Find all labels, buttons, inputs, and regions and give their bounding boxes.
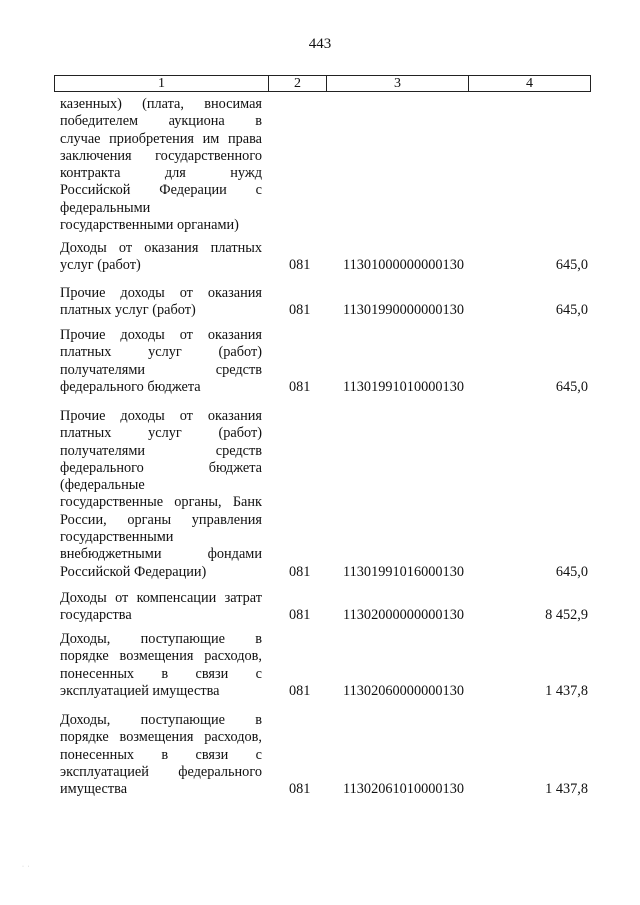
description-line: (федеральные (60, 477, 145, 494)
description-line: федерального бюджета (60, 378, 201, 395)
table-row (60, 712, 588, 798)
description-line: платных услуг (работ) (60, 344, 262, 361)
description-line: контракта для нужд (60, 165, 262, 182)
description-line: эксплуатацией федерального (60, 763, 262, 780)
description-line: понесенных в связи с (60, 746, 262, 763)
row-code: 081 (289, 682, 311, 699)
row-code: 081 (289, 607, 311, 624)
description-line: эксплуатацией имущества (60, 682, 220, 699)
description-line: Доходы, поступающие в (60, 712, 262, 728)
description-line: имущества (60, 781, 128, 798)
description-line: казенных) (плата, вносимая (60, 96, 262, 112)
page-number: 443 (308, 36, 332, 52)
description-line: Доходы, поступающие в (60, 631, 262, 647)
table-row (60, 96, 588, 234)
row-code: 081 (289, 781, 311, 798)
description-line: федеральными (60, 199, 151, 216)
row-code: 081 (289, 563, 311, 580)
description-line: случае приобретения им права (60, 130, 262, 147)
description-line: внебюджетными фондами (60, 546, 262, 563)
row-value: 8 452,9 (545, 607, 588, 624)
description-line: России, органы управления (60, 511, 262, 528)
row-code: 081 (289, 378, 311, 395)
description-line: порядке возмещения расходов, (60, 729, 262, 746)
row-description (60, 96, 262, 234)
description-line: Российской Федерации) (60, 563, 207, 580)
row-value: 645,0 (555, 563, 588, 580)
row-kbk: 11301990000000130 (343, 302, 464, 319)
description-line: порядке возмещения расходов, (60, 648, 262, 665)
row-description (60, 712, 262, 798)
description-line: федерального бюджета (60, 459, 262, 476)
row-kbk: 11301000000000130 (343, 257, 464, 274)
row-description (60, 240, 262, 275)
row-description (60, 327, 262, 396)
row-value: 1 437,8 (545, 682, 588, 699)
row-kbk: 11302000000000130 (343, 607, 464, 624)
table-row (60, 590, 588, 625)
header-col-3: 3 (327, 76, 469, 91)
header-col-2: 2 (269, 76, 327, 91)
table-row (60, 408, 588, 581)
description-line: государственными органами) (60, 217, 239, 234)
row-description (60, 408, 262, 581)
table-row (60, 327, 588, 396)
description-line: Прочие доходы от оказания (60, 408, 262, 424)
row-kbk: 11301991016000130 (343, 563, 464, 580)
header-col-1: 1 (55, 76, 269, 91)
row-kbk: 11301991010000130 (343, 378, 464, 395)
description-line: государства (60, 607, 132, 624)
description-line: Доходы от оказания платных (60, 240, 262, 256)
header-col-4: 4 (526, 76, 533, 91)
row-kbk: 11302061010000130 (343, 781, 464, 798)
description-line: услуг (работ) (60, 257, 141, 274)
description-line: Доходы от компенсации затрат (60, 590, 262, 606)
description-line: Прочие доходы от оказания (60, 285, 262, 301)
scan-mark: · · (22, 864, 31, 870)
row-value: 645,0 (555, 257, 588, 274)
row-value: 1 437,8 (545, 781, 588, 798)
row-code: 081 (289, 257, 311, 274)
row-description (60, 590, 262, 625)
description-line: понесенных в связи с (60, 665, 262, 682)
description-line: государственные органы, Банк (60, 494, 262, 511)
description-line: Российской Федерации с (60, 182, 262, 199)
description-line: получателями средств (60, 361, 262, 378)
row-description (60, 631, 262, 700)
row-value: 645,0 (555, 378, 588, 395)
description-line: платных услуг (работ) (60, 425, 262, 442)
table-header (54, 75, 591, 92)
table-row (60, 240, 588, 275)
table-row (60, 285, 588, 320)
description-line: победителем аукциона в (60, 113, 262, 130)
row-value: 645,0 (555, 302, 588, 319)
table-row (60, 631, 588, 700)
description-line: государственными (60, 529, 174, 546)
row-kbk: 11302060000000130 (343, 682, 464, 699)
description-line: платных услуг (работ) (60, 302, 196, 319)
description-line: заключения государственного (60, 147, 262, 164)
row-description (60, 285, 262, 320)
description-line: получателями средств (60, 442, 262, 459)
description-line: Прочие доходы от оказания (60, 327, 262, 343)
row-code: 081 (289, 302, 311, 319)
